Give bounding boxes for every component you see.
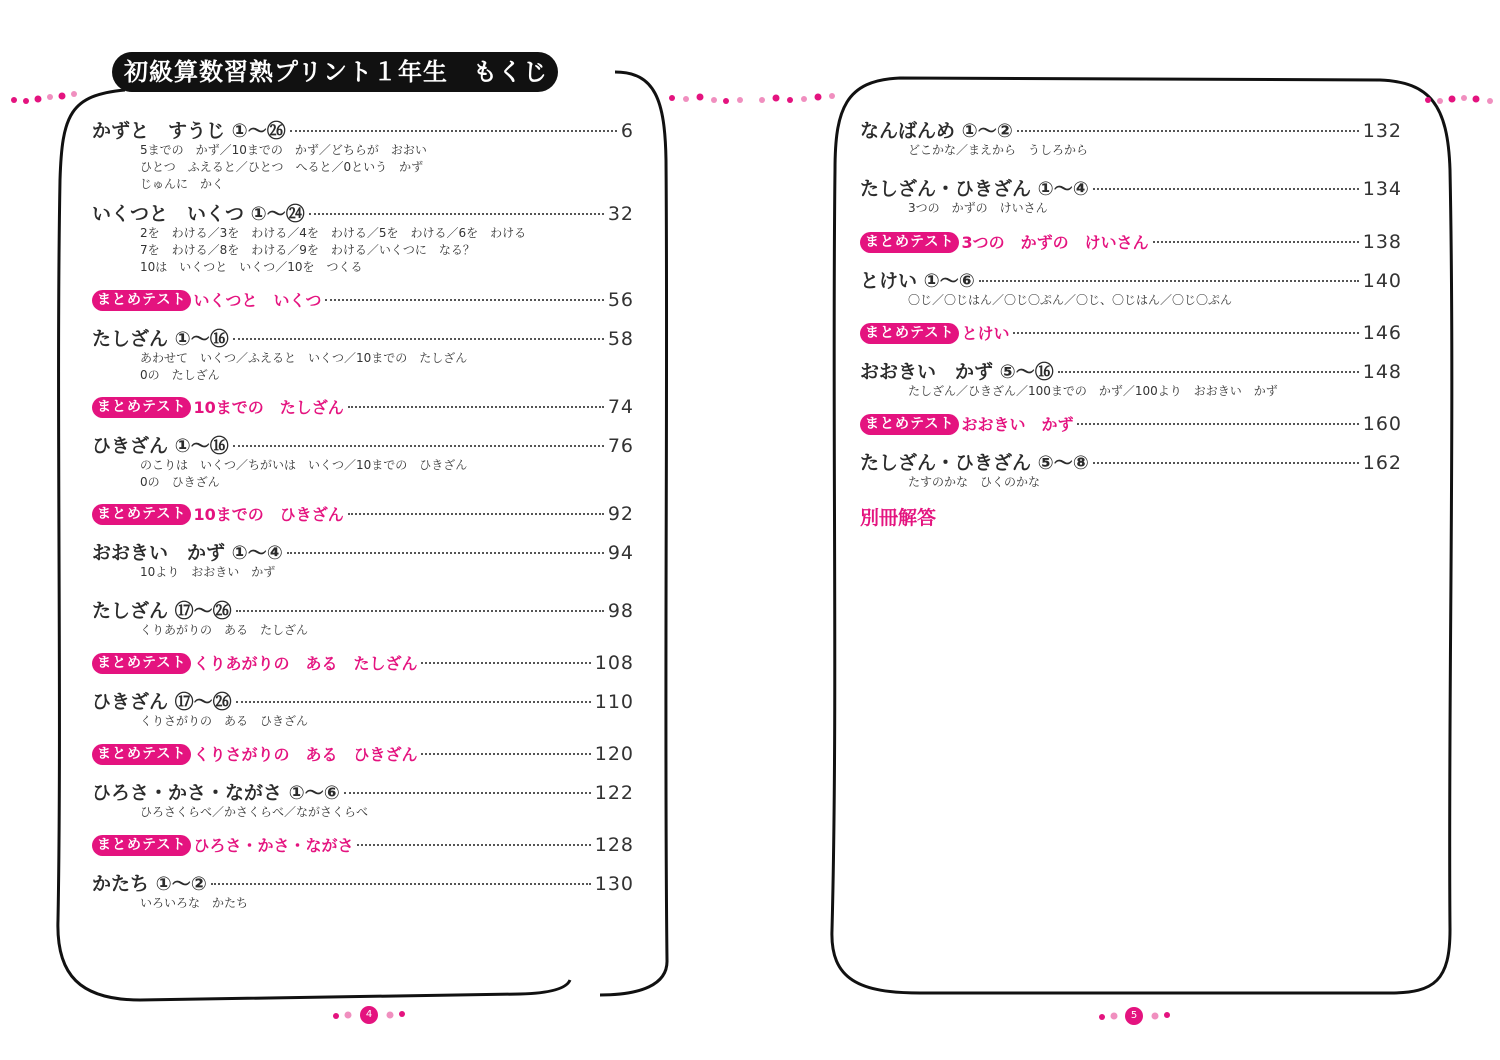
toc-subtopic: 10は いくつと いくつ／10を つくる xyxy=(140,260,363,274)
toc-subtopic: たしざん／ひきざん／100までの かず／100より おおきい かず xyxy=(908,384,1278,398)
toc-entry-line xyxy=(860,116,1402,142)
dotted-leader xyxy=(344,792,591,794)
dotted-leader xyxy=(357,844,590,846)
toc-subtopic: どこかな／まえから うしろから xyxy=(908,143,1089,157)
dotted-leader xyxy=(287,552,604,554)
toc-page-number: 110 xyxy=(594,691,634,713)
toc-entry-title: かずと すうじ ①～㉖ xyxy=(92,120,286,142)
toc-entry-title: ひきざん ①～⑯ xyxy=(92,435,229,457)
toc-page-number: 6 xyxy=(620,120,634,142)
toc-entry-title: たしざん・ひきざん ⑤～⑧ xyxy=(860,452,1089,474)
toc-subtopic: 2を わける／3を わける／4を わける／5を わける／6を わける xyxy=(140,226,527,240)
toc-entry-line xyxy=(92,651,634,677)
toc-subtopic: じゅんに かく xyxy=(140,177,225,191)
toc-subtopic: 〇じ／〇じはん／〇じ〇ぷん／〇じ、〇じはん／〇じ〇ぷん xyxy=(908,293,1233,307)
dotted-leader xyxy=(421,662,590,664)
toc-page-number: 92 xyxy=(607,503,634,525)
toc-entry-line xyxy=(92,833,634,859)
toc-page-number: 148 xyxy=(1362,361,1402,383)
toc-page-number: 162 xyxy=(1362,452,1402,474)
toc-entry xyxy=(860,174,1402,217)
toc-subtopic: ひとつ ふえると／ひとつ へると／0という かず xyxy=(140,160,424,174)
toc-entry-line xyxy=(92,199,634,225)
toc-entry-line xyxy=(860,321,1402,347)
toc-page-number: 108 xyxy=(594,652,634,674)
dotted-leader xyxy=(348,513,604,515)
toc-subtopic: くりさがりの ある ひきざん xyxy=(140,714,309,728)
toc-entry-title: 10までの ひきざん xyxy=(193,505,344,524)
matome-test-badge: まとめテスト xyxy=(92,290,191,311)
toc-entry-title: なんばんめ ①～② xyxy=(860,120,1013,142)
toc-entry xyxy=(92,538,634,581)
toc-page-number: 138 xyxy=(1362,231,1402,253)
toc-page-number: 32 xyxy=(607,203,634,225)
toc-page-number: 94 xyxy=(607,542,634,564)
toc-entry-title: くりあがりの ある たしざん xyxy=(193,654,418,673)
toc-test-entry xyxy=(860,230,1402,256)
toc-entry xyxy=(860,448,1402,491)
toc-entry-title: たしざん ①～⑯ xyxy=(92,328,229,350)
toc-entry-title: ひろさ・かさ・ながさ ①～⑥ xyxy=(92,782,340,804)
toc-entry-line xyxy=(860,357,1402,383)
toc-entry xyxy=(92,778,634,821)
toc-subtopic: 7を わける／8を わける／9を わける／いくつに なる？ xyxy=(140,243,475,257)
toc-page-number: 74 xyxy=(607,396,634,418)
toc-entry-title: くりさがりの ある ひきざん xyxy=(193,745,418,764)
dotted-leader xyxy=(236,610,604,612)
toc-test-entry xyxy=(92,395,634,421)
matome-test-badge: まとめテスト xyxy=(92,504,191,525)
toc-test-entry xyxy=(860,321,1402,347)
matome-test-badge: まとめテスト xyxy=(860,414,959,435)
toc-entry-title: おおきい かず ①～④ xyxy=(92,542,283,564)
matome-test-badge: まとめテスト xyxy=(92,653,191,674)
toc-entry-line xyxy=(92,395,634,421)
toc-page-number: 128 xyxy=(594,834,634,856)
toc-page-number: 132 xyxy=(1362,120,1402,142)
toc-page-number: 58 xyxy=(607,328,634,350)
matome-test-badge: まとめテスト xyxy=(92,397,191,418)
toc-page-number: 76 xyxy=(607,435,634,457)
dotted-leader xyxy=(290,130,617,132)
toc-entry-title: たしざん・ひきざん ①～④ xyxy=(860,178,1089,200)
toc-entry-title: とけい xyxy=(961,324,1010,343)
toc-subtopic: あわせて いくつ／ふえると いくつ／10までの たしざん xyxy=(140,351,468,365)
dotted-leader xyxy=(1077,423,1358,425)
toc-page-number: 160 xyxy=(1362,413,1402,435)
dotted-leader xyxy=(309,213,604,215)
toc-entry xyxy=(92,431,634,491)
toc-test-entry xyxy=(860,412,1402,438)
toc-page-number: 134 xyxy=(1362,178,1402,200)
dotted-leader xyxy=(979,280,1359,282)
toc-subtopic: 0の ひきざん xyxy=(140,475,220,489)
toc-page-number: 120 xyxy=(594,743,634,765)
toc-entry-line xyxy=(860,448,1402,474)
toc-test-entry xyxy=(92,502,634,528)
toc-entry-line xyxy=(92,431,634,457)
toc-entry-line xyxy=(92,742,634,768)
toc-subtopic: くりあがりの ある たしざん xyxy=(140,623,309,637)
dotted-leader xyxy=(233,338,604,340)
page-number-right: 5 xyxy=(1125,1007,1143,1025)
toc-subtopic: たすのかな ひくのかな xyxy=(908,475,1041,489)
dotted-leader xyxy=(1153,241,1359,243)
dotted-leader xyxy=(211,883,591,885)
toc-entry-title: 3つの かずの けいさん xyxy=(961,233,1149,252)
toc-subtopic: いろいろな かたち xyxy=(140,896,249,910)
page-number-left: 4 xyxy=(360,1006,378,1024)
toc-entry xyxy=(860,357,1402,400)
toc-test-entry xyxy=(92,833,634,859)
toc-entry xyxy=(92,116,634,193)
toc-subtopic: 5までの かず／10までの かず／どちらが おおい xyxy=(140,143,427,157)
toc-entry-title: いくつと いくつ ①～㉔ xyxy=(92,203,305,225)
toc-entry xyxy=(92,869,634,912)
toc-entry xyxy=(92,199,634,276)
toc-page-number: 130 xyxy=(594,873,634,895)
toc-page-number: 56 xyxy=(607,289,634,311)
dotted-leader xyxy=(1017,130,1359,132)
matome-test-badge: まとめテスト xyxy=(92,835,191,856)
dotted-leader xyxy=(325,299,603,301)
matome-test-badge: まとめテスト xyxy=(860,232,959,253)
toc-subtopic: 3つの かずの けいさん xyxy=(908,201,1048,215)
toc-test-entry xyxy=(92,742,634,768)
toc-entry-line xyxy=(92,869,634,895)
toc-page-number: 98 xyxy=(607,600,634,622)
toc-test-entry xyxy=(92,651,634,677)
toc-entry-line xyxy=(92,288,634,314)
dotted-leader xyxy=(236,701,591,703)
toc-subtopic: のこりは いくつ／ちがいは いくつ／10までの ひきざん xyxy=(140,458,468,472)
toc-entry-line xyxy=(92,596,634,622)
dotted-leader xyxy=(1013,332,1358,334)
toc-entry xyxy=(860,266,1402,309)
toc-entry-line xyxy=(860,412,1402,438)
toc-subtopic: 0の たしざん xyxy=(140,368,220,382)
toc-subtopic: ひろさくらべ／かさくらべ／ながさくらべ xyxy=(140,805,369,819)
toc-entry xyxy=(92,324,634,384)
matome-test-badge: まとめテスト xyxy=(92,744,191,765)
matome-test-badge: まとめテスト xyxy=(860,323,959,344)
toc-entry-title: 10までの たしざん xyxy=(193,398,344,417)
toc-entry-title: いくつと いくつ xyxy=(193,291,322,310)
toc-entry-title: かたち ①～② xyxy=(92,873,207,895)
dotted-leader xyxy=(421,753,590,755)
annex-answers-label: 別冊解答 xyxy=(860,507,937,529)
toc-entry-line xyxy=(92,778,634,804)
toc-entry-title: たしざん ⑰～㉖ xyxy=(92,600,232,622)
toc-entry-line xyxy=(860,230,1402,256)
toc-entry-line xyxy=(92,502,634,528)
dotted-leader xyxy=(233,445,604,447)
toc-subtopic: 10より おおきい かず xyxy=(140,565,276,579)
dotted-leader xyxy=(348,406,604,408)
toc-page-number: 122 xyxy=(594,782,634,804)
toc-entry-title: ひろさ・かさ・ながさ xyxy=(193,836,354,855)
toc-entry xyxy=(92,687,634,730)
toc-entry-line xyxy=(92,324,634,350)
toc-entry-line xyxy=(92,538,634,564)
dotted-leader xyxy=(1058,371,1359,373)
toc-entry-title: おおきい かず xyxy=(961,415,1074,434)
toc-entry-title: おおきい かず ⑤～⑯ xyxy=(860,361,1054,383)
toc-page-number: 140 xyxy=(1362,270,1402,292)
toc-entry-title: ひきざん ⑰～㉖ xyxy=(92,691,232,713)
toc-entry-line xyxy=(860,266,1402,292)
toc-entry-title: とけい ①～⑥ xyxy=(860,270,975,292)
toc-entry-line xyxy=(860,174,1402,200)
toc-entry xyxy=(92,596,634,639)
page-title: 初級算数習熟プリント１年生 もくじ xyxy=(112,52,558,92)
toc-entry-line xyxy=(92,687,634,713)
dotted-leader xyxy=(1093,462,1359,464)
dotted-leader xyxy=(1093,188,1359,190)
toc-entry-line xyxy=(92,116,634,142)
toc-entry xyxy=(860,116,1402,159)
toc-page-number: 146 xyxy=(1362,322,1402,344)
toc-test-entry xyxy=(92,288,634,314)
